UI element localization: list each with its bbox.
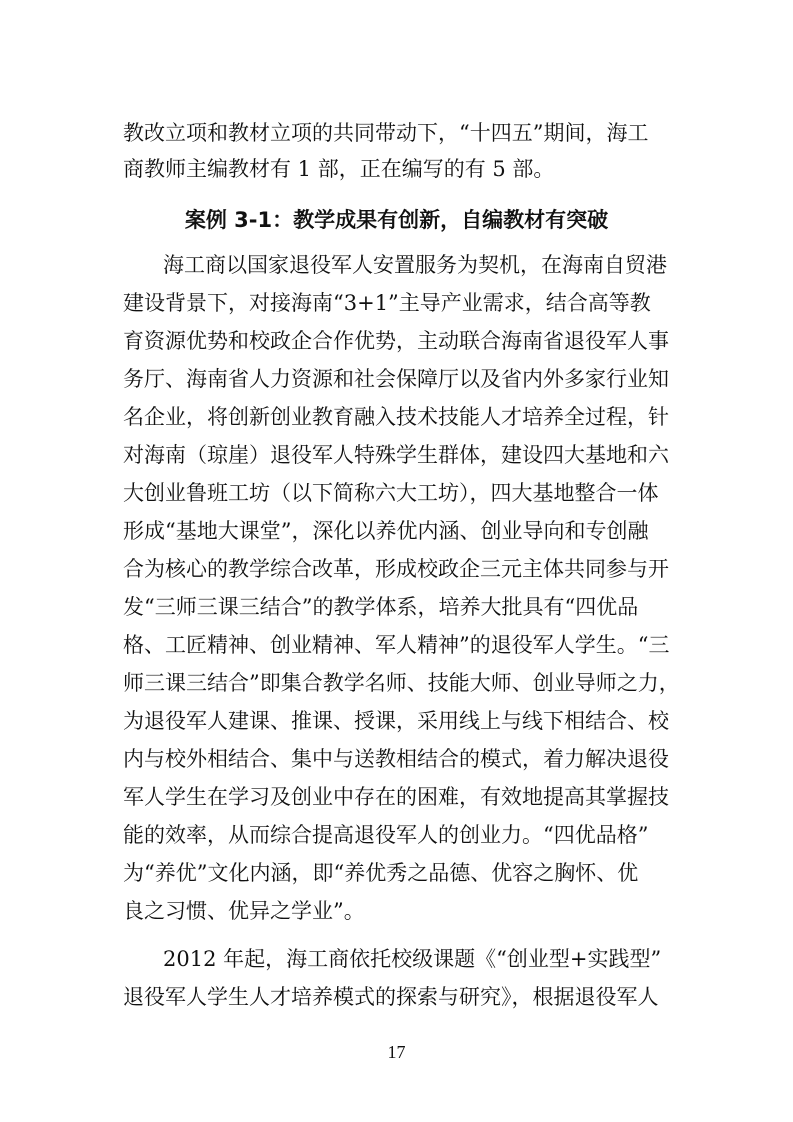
paragraph-line: 能的效率，从而综合提高退役军人的创业力。“四优品格” xyxy=(123,823,649,847)
paragraph-line: 育资源优势和校政企合作优势，主动联合海南省退役军人事 xyxy=(123,329,669,353)
paragraph-line: 格、工匠精神、创业精神、军人精神”的退役军人学生。“三 xyxy=(123,633,670,657)
paragraph-line: 良之习惯、优异之学业”。 xyxy=(123,899,365,923)
case-heading: 案例 3-1：教学成果有创新，自编教材有突破 xyxy=(184,208,609,232)
paragraph-line: 海工商以国家退役军人安置服务为契机，在海南自贸港 xyxy=(163,253,667,277)
paragraph-line: 大创业鲁班工坊（以下简称六大工坊），四大基地整合一体 xyxy=(123,481,659,505)
paragraph-line: 形成“基地大课堂”，深化以养优内涵、创业导向和专创融 xyxy=(123,519,649,543)
paragraph-line: 为“养优”文化内涵，即“养优秀之品德、优容之胸怀、优 xyxy=(123,861,639,885)
paragraph-line: 对海南（琼崖）退役军人特殊学生群体，建设四大基地和六 xyxy=(123,443,669,467)
paragraph-line: 名企业，将创新创业教育融入技术技能人才培养全过程，针 xyxy=(123,405,669,429)
paragraph-line: 2012 年起，海工商依托校级课题《“创业型+实践型” xyxy=(163,947,662,971)
page-number: 17 xyxy=(387,1042,406,1062)
paragraph-line: 建设背景下，对接海南“3+1”主导产业需求，结合高等教 xyxy=(123,291,651,315)
paragraph-line: 内与校外相结合、集中与送教相结合的模式，着力解决退役 xyxy=(123,747,669,771)
paragraph-line: 军人学生在学习及创业中存在的困难，有效地提高其掌握技 xyxy=(123,785,669,809)
intro-line: 商教师主编教材有 1 部，正在编写的有 5 部。 xyxy=(123,157,555,181)
intro-line: 教改立项和教材立项的共同带动下，“十四五”期间，海工 xyxy=(123,121,649,145)
paragraph-line: 为退役军人建课、推课、授课，采用线上与线下相结合、校 xyxy=(123,709,669,733)
paragraph-line: 退役军人学生人才培养模式的探索与研究》，根据退役军人 xyxy=(123,985,659,1009)
paragraph-line: 务厅、海南省人力资源和社会保障厅以及省内外多家行业知 xyxy=(123,367,669,391)
paragraph-line: 合为核心的教学综合改革，形成校政企三元主体共同参与开 xyxy=(123,557,669,581)
paragraph-line: 发“三师三课三结合”的教学体系，培养大批具有“四优品 xyxy=(123,595,639,619)
paragraph-line: 师三课三结合”即集合教学名师、技能大师、创业导师之力， xyxy=(123,671,680,695)
